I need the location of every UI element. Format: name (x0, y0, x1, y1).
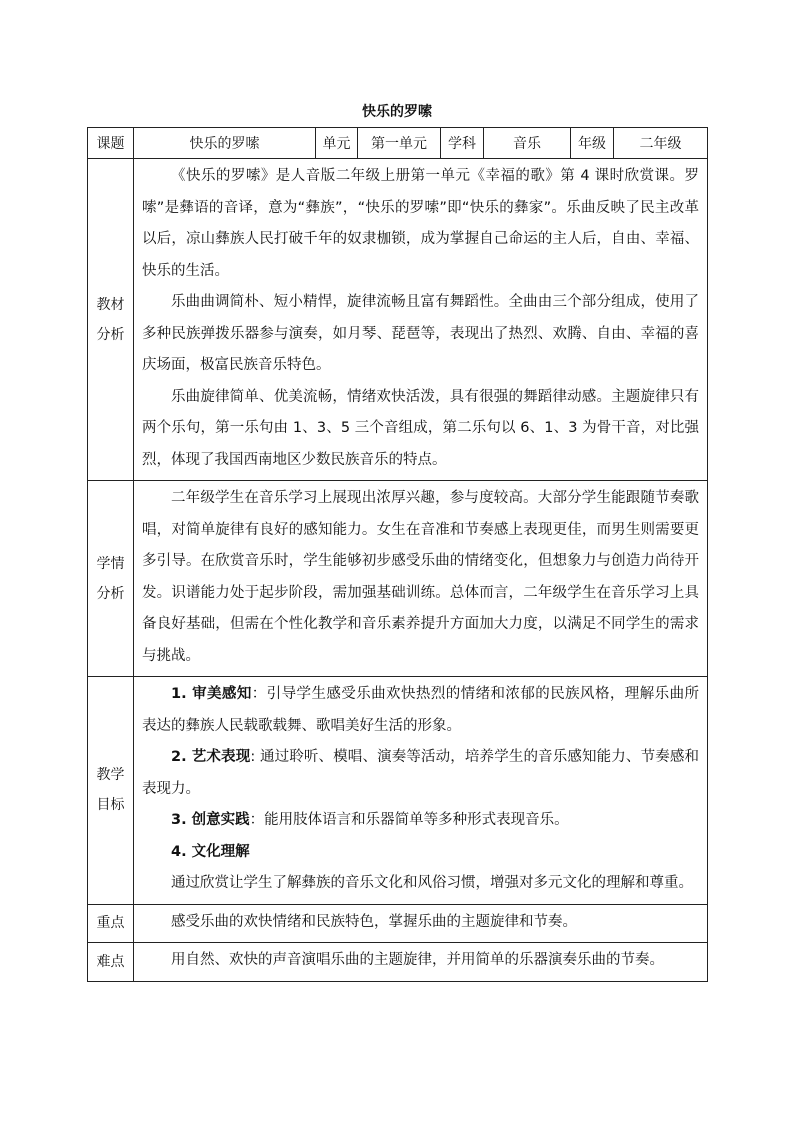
goal-text-2: : 通过聆听、模唱、演奏等活动，培养学生的音乐感知能力、节奏感和表现力。 (142, 749, 699, 797)
analysis-content (134, 159, 708, 481)
goals-label-line1: 教学 (96, 767, 125, 784)
goal-text-3: ：能用肢体语言和乐器简单等多种形式表现音乐。 (249, 812, 569, 828)
analysis-paragraph: 乐曲曲调简朴、短小精悍，旋律流畅且富有舞蹈性。全曲由三个部分组成，使用了多种民族弹拨乐器参与演奏，如月琴、琵琶等，表现出了热烈、欢腾、自由、幸福的喜庆场面，极富民族音乐特色。 (142, 294, 699, 373)
analysis-label-line1: 教材 (96, 296, 125, 313)
key-points-text: 感受乐曲的欢快情绪和民族特色，掌握乐曲的主题旋律和节奏。 (171, 913, 577, 930)
grade-value: 二年级 (614, 128, 708, 159)
key-points-content (134, 904, 708, 943)
difficulties-text: 用自然、欢快的声音演唱乐曲的主题旋律，并用简单的乐器演奏乐曲的节奏。 (171, 952, 664, 968)
key-points-label: 重点 (88, 904, 134, 943)
goal-item-1 (142, 679, 699, 742)
goal-item-4 (142, 837, 699, 869)
difficulties-label: 难点 (88, 943, 134, 982)
students-label (88, 481, 134, 677)
goals-label-line2: 目标 (96, 797, 125, 814)
lesson-plan-table (87, 127, 708, 982)
goal-item-2 (142, 742, 699, 805)
analysis-paragraph: 乐曲旋律简单、优美流畅，情绪欢快活泼，具有很强的舞蹈律动感。主题旋律只有两个乐句，第一乐句由 1、3、5 三个音组成，第二乐句以 6、1、3 为骨干音，对比强烈，体现了我国西南地区少数民族音乐的特点。 (142, 388, 699, 468)
goal-text-4: 通过欣赏让学生了解彝族的音乐文化和风俗习惯，增强对多元文化的理解和尊重。 (171, 875, 693, 891)
goal-title-1: 1. 审美感知 (171, 686, 252, 702)
analysis-label (88, 159, 134, 481)
goal-title-4: 4. 文化理解 (171, 843, 250, 860)
students-row (88, 481, 708, 677)
topic-value: 快乐的罗嗦 (134, 128, 316, 159)
goals-content (134, 677, 708, 905)
students-label-line1: 学情 (96, 555, 125, 572)
unit-value: 第一单元 (358, 128, 441, 159)
goal-title-3: 3. 创意实践 (171, 812, 250, 828)
subject-label: 学科 (441, 128, 484, 159)
goal-item-3 (142, 805, 699, 837)
subject-value: 音乐 (484, 128, 571, 159)
topic-label: 课题 (88, 128, 134, 159)
unit-label: 单元 (316, 128, 358, 159)
header-row (88, 128, 708, 159)
goal-title-2: 2. 艺术表现 (171, 749, 251, 765)
goal-text-1: ：引导学生感受乐曲欢快热烈的情绪和浓郁的民族风格，理解乐曲所表达的彝族人民载歌载舞、歌唱美好生活的形象。 (142, 686, 699, 734)
students-content (134, 481, 708, 677)
analysis-paragraph: 《快乐的罗嗦》是人音版二年级上册第一单元《幸福的歌》第 4 课时欣赏课。罗嗦”是彝语的音译，意为“彝族”，“快乐的罗嗦”即“快乐的彝家”。乐曲反映了民主改革以后，凉山彝族人民打破千年的奴隶枷锁，成为掌握自己命运的主人后，自由、幸福、快乐的生活。 (142, 168, 699, 279)
goals-row (88, 677, 708, 905)
analysis-row (88, 159, 708, 481)
analysis-label-line2: 分析 (96, 326, 125, 343)
key-points-row (88, 904, 708, 943)
difficulties-row (88, 943, 708, 982)
difficulties-content (134, 943, 708, 982)
students-label-line2: 分析 (96, 585, 125, 602)
students-paragraph: 二年级学生在音乐学习上展现出浓厚兴趣，参与度较高。大部分学生能跟随节奏歌唱，对简单旋律有良好的感知能力。女生在音准和节奏感上表现更佳，而男生则需要更多引导。在欣赏音乐时，学生能够初步感受乐曲的情绪变化，但想象力与创造力尚待开发。识谱能力处于起步阶段，需加强基础训练。总体而言，二年级学生在音乐学习上具备良好基础，但需在个性化教学和音乐素养提升方面加大力度，以满足不同学生的需求与挑战。 (142, 490, 699, 664)
goals-label (88, 677, 134, 905)
page-title: 快乐的罗嗦 (362, 104, 432, 120)
grade-label: 年级 (571, 128, 614, 159)
